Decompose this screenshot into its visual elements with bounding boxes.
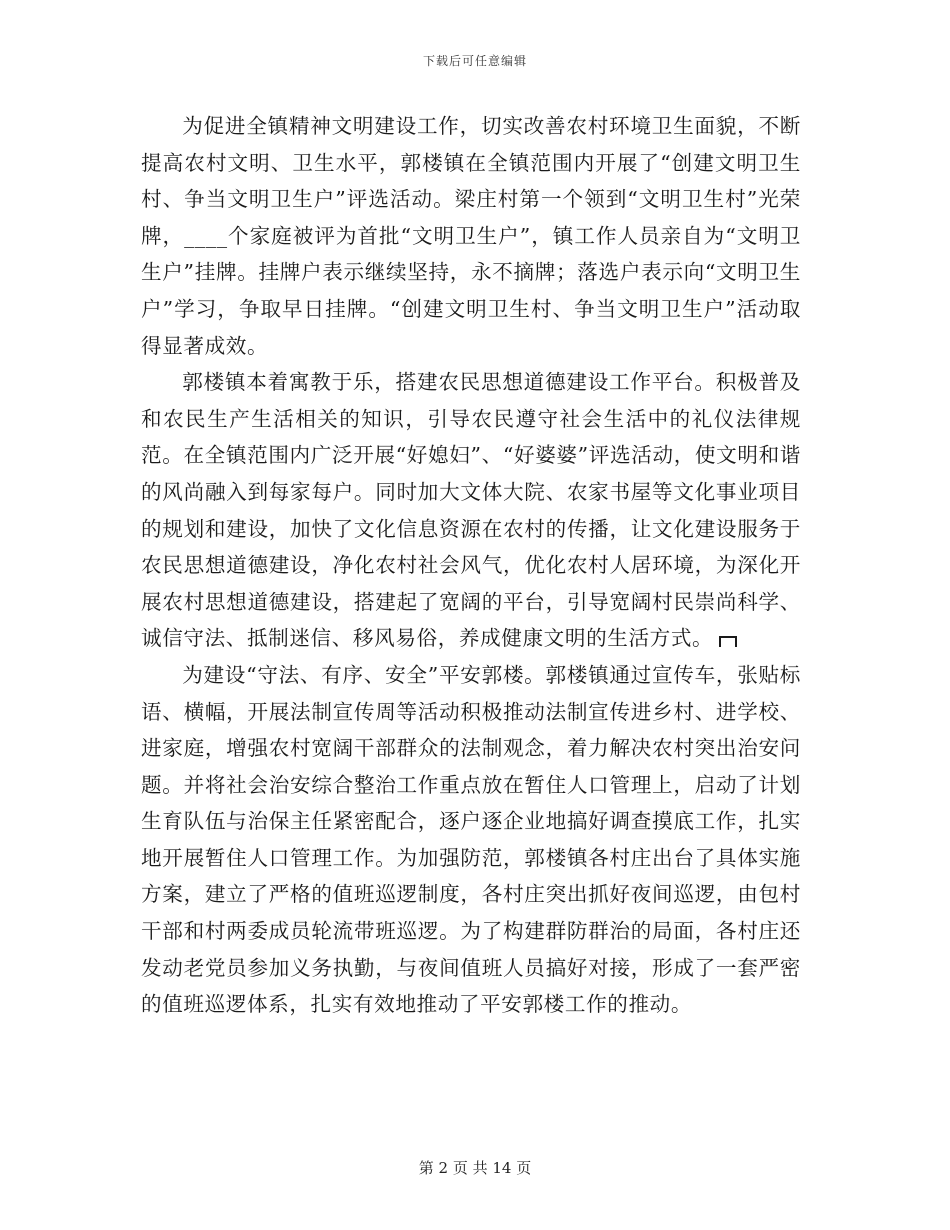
paragraph-text: 郭楼镇本着寓教于乐，搭建农民思想道德建设工作平台。积极普及和农民生产生活相关的知识，引导农民遵守社会生活中的礼仪法律规范。在全镇范围内广泛开展“好媳妇”、“好婆婆”评选活动，使文明和谐的风尚融入到每家每户。同时加大文体大院、农家书屋等文化事业项目的规划和建设，加快了文化信息资源在农村的传播，让文化建设服务于农民思想道德建设，净化农村社会风气，优化农村人居环境，为深化开展农村思想道德建设，搭建起了宽阔的平台，引导宽阔村民崇尚科学、诚信守法、抵制迷信、移风易俗，养成健康文明的生活方式。: [141, 370, 801, 651]
paragraph-civilization-campaign: [141, 108, 801, 364]
page-number-footer: 第 2 页 共 14 页: [418, 1159, 532, 1177]
document-body: [141, 108, 801, 1023]
bracket-mark-icon: [719, 636, 737, 647]
paragraph-moral-education: [141, 364, 801, 657]
paragraph-text: 为促进全镇精神文明建设工作，切实改善农村环境卫生面貌，不断提高农村文明、卫生水平，郭楼镇在全镇范围内开展了“创建文明卫生村、争当文明卫生户”评选活动。梁庄村第一个领到“文明卫生村”光荣牌，____个家庭被评为首批“文明卫生户”，镇工作人员亲自为“文明卫生户”挂牌。挂牌户表示继续坚持，永不摘牌；落选户表示向“文明卫生户”学习，争取早日挂牌。“创建文明卫生村、争当文明卫生户”活动取得显著成效。: [141, 114, 801, 358]
paragraph-public-safety: [141, 657, 801, 1023]
page-header: 下载后可任意编辑: [422, 54, 527, 68]
paragraph-text: 为建设“守法、有序、安全”平安郭楼。郭楼镇通过宣传车，张贴标语、横幅，开展法制宣传周等活动积极推动法制宣传进乡村、进学校、进家庭，增强农村宽阔干部群众的法制观念，着力解决农村突出治安问题。并将社会治安综合整治工作重点放在暂住人口管理上，启动了计划生育队伍与治保主任紧密配合，逐户逐企业地搞好调查摸底工作，扎实地开展暂住人口管理工作。为加强防范，郭楼镇各村庄出台了具体实施方案，建立了严格的值班巡逻制度，各村庄突出抓好夜间巡逻，由包村干部和村两委成员轮流带班巡逻。为了构建群防群治的局面，各村庄还发动老党员参加义务执勤，与夜间值班人员搞好对接，形成了一套严密的值班巡逻体系，扎实有效地推动了平安郭楼工作的推动。: [141, 662, 801, 1017]
